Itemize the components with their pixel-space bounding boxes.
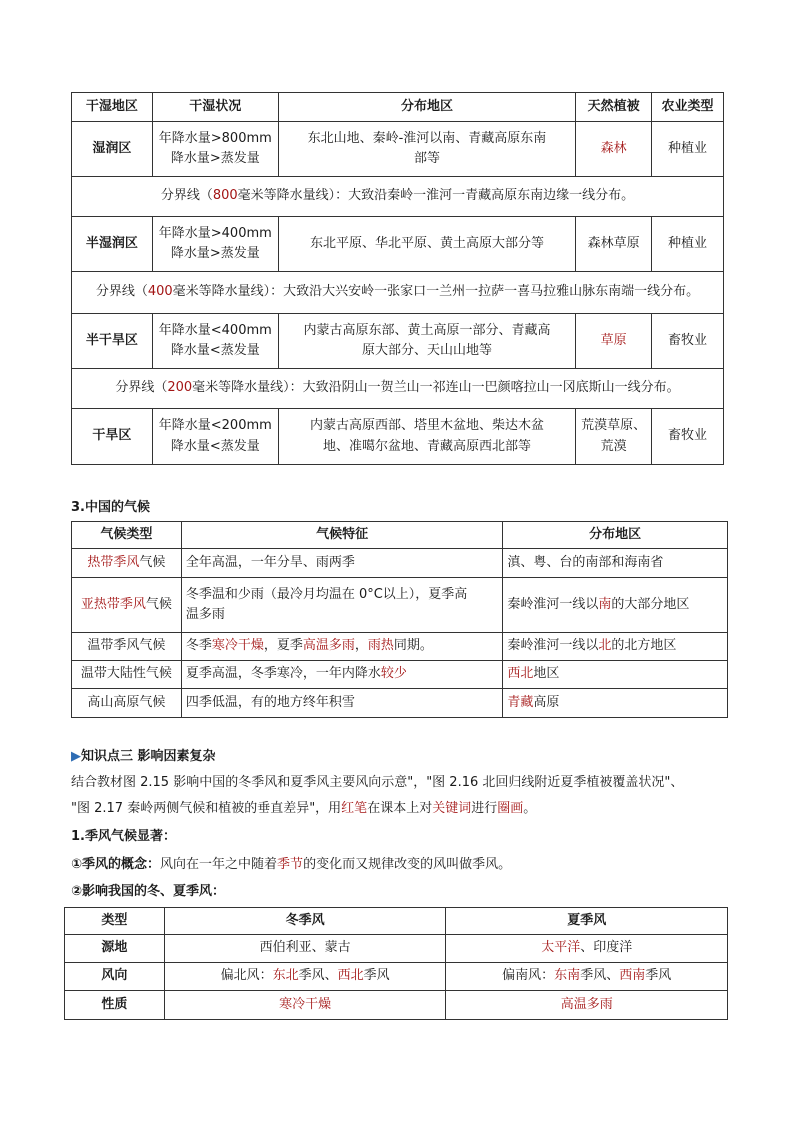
text: ， (354, 638, 368, 654)
feature-cell (181, 633, 503, 661)
agriculture-cell: 种植业 (652, 217, 724, 272)
divider-text: 分界线（ (115, 380, 168, 396)
divider-row (72, 369, 724, 409)
winter-cell: 西伯利亚、蒙古 (164, 935, 446, 963)
summer-cell (446, 963, 728, 991)
highlight-text: 亚热带季风 (80, 596, 146, 612)
divider-number: 200 (167, 380, 193, 396)
highlight-text: 热带季风 (87, 554, 140, 570)
header-cell: 天然植被 (576, 93, 652, 122)
subsection-heading: 1.季风气候显著： (71, 829, 176, 844)
dry-wet-regions-table (71, 92, 724, 465)
table-row (72, 661, 728, 689)
header-cell: 干湿状况 (152, 93, 278, 122)
condition-cell (152, 314, 278, 369)
area-cell (503, 633, 728, 661)
divider-text: 毫米等降水量线）：大致沿大兴安岭一张家口一兰州一拉萨一喜马拉雅山脉东南端一线分布。 (172, 284, 700, 300)
triangle-marker-icon: ▶ (71, 749, 81, 764)
area-cell (503, 578, 728, 633)
divider-cell (72, 177, 724, 217)
feature-cell: 四季低温，有的地方终年积雪 (181, 689, 503, 718)
feature-line: 冬季温和少雨（最冷月均温在 0°C以上），夏季高 (185, 586, 468, 602)
intro-line-1: 结合教材图 2.15 影响中国的冬季风和夏季风主要风向示意"，"图 2.16 北回归线附近夏季植被覆盖状况"、 (71, 775, 684, 790)
area-cell (503, 689, 728, 718)
text: 高原 (533, 694, 560, 710)
highlight-text: 东南 (554, 968, 581, 984)
distribution-cell (278, 314, 575, 369)
highlight-text: 青藏 (507, 694, 534, 710)
feature-cell (181, 661, 503, 689)
condition-cell (152, 409, 278, 465)
highlight-text: 西南 (619, 968, 646, 984)
region-cell: 湿润区 (72, 122, 153, 177)
text: 秦岭淮河一线以 (507, 596, 599, 612)
winter-cell: 寒冷干燥 (164, 991, 446, 1020)
divider-text: 分界线（ (160, 188, 213, 204)
text: 冬季 (185, 638, 212, 654)
table-row (72, 409, 724, 465)
divider-number: 800 (212, 188, 238, 204)
vegetation-cell: 草原 (576, 314, 652, 369)
text: 夏季高温，冬季寒冷，一年内降水 (185, 666, 381, 682)
header-cell: 干湿地区 (72, 93, 153, 122)
agriculture-cell: 畜牧业 (652, 409, 724, 465)
divider-row (72, 272, 724, 314)
table-row (72, 689, 728, 718)
area-cell (503, 661, 728, 689)
table-row (72, 578, 728, 633)
feature-cell: 全年高温，一年分旱、雨两季 (181, 549, 503, 578)
row-label-cell: 性质 (65, 991, 165, 1020)
header-cell: 夏季风 (446, 908, 728, 935)
highlight-text: 雨热 (367, 638, 394, 654)
feature-cell (181, 578, 503, 633)
vegetation-cell: 森林 (576, 122, 652, 177)
climate-type-cell: 高山高原气候 (72, 689, 182, 718)
table-row (72, 122, 724, 177)
condition-line: 降水量<蒸发量 (170, 343, 260, 358)
table-header-row (65, 908, 728, 935)
table-row (72, 549, 728, 578)
monsoon-concept-line (71, 853, 511, 872)
distribution-line: 内蒙古高原西部、塔里木盆地、柴达木盆 (309, 418, 544, 434)
highlight-text: 西北 (337, 968, 364, 984)
region-cell: 半干旱区 (72, 314, 153, 369)
condition-line: 年降水量<400mm (158, 322, 272, 338)
text: 季风、 (580, 968, 620, 984)
text: 。 (523, 801, 537, 816)
circled-number-icon: ② (71, 884, 83, 899)
row-label-cell: 风向 (65, 963, 165, 991)
highlight-text: 太平洋 (541, 940, 581, 956)
climate-type-cell: 温带大陆性气候 (72, 661, 182, 689)
highlight-text: 关键词 (432, 801, 472, 816)
text: 气候 (139, 554, 166, 570)
distribution-cell: 东北平原、华北平原、黄土高原大部分等 (278, 217, 575, 272)
text: ，夏季 (263, 638, 303, 654)
text: 风向在一年之中随着 (160, 857, 278, 872)
text: 季风 (645, 968, 672, 984)
vegetation-cell: 森林草原 (576, 217, 652, 272)
distribution-line: 地、准噶尔盆地、青藏高原西北部等 (322, 438, 531, 454)
text: 、印度洋 (580, 940, 633, 956)
table-row (72, 314, 724, 369)
highlight-text: 高温多雨 (302, 638, 355, 654)
vegetation-cell (576, 409, 652, 465)
divider-cell (72, 369, 724, 409)
concept-label: 影响我国的冬、夏季风： (82, 884, 226, 899)
region-cell: 半湿润区 (72, 217, 153, 272)
highlight-text: 季节 (277, 857, 304, 872)
highlight-text: 红笔 (341, 801, 368, 816)
table-row (72, 633, 728, 661)
header-cell: 类型 (65, 908, 165, 935)
condition-line: 年降水量>400mm (158, 225, 272, 241)
agriculture-cell: 种植业 (652, 122, 724, 177)
condition-cell (152, 217, 278, 272)
text: 偏南风： (502, 968, 555, 984)
header-cell: 气候类型 (72, 522, 182, 549)
row-label-cell: 源地 (65, 935, 165, 963)
text: 的大部分地区 (611, 596, 690, 612)
text: 季风 (363, 968, 390, 984)
circled-number-icon: ① (71, 857, 83, 872)
condition-line: 降水量>蒸发量 (170, 151, 260, 166)
section-heading: 3.中国的气候 (71, 500, 150, 515)
condition-line: 年降水量<200mm (158, 418, 272, 434)
divider-text: 毫米等降水量线）：大致沿秦岭一淮河一青藏高原东南边缘一线分布。 (237, 188, 635, 204)
text: 季风、 (298, 968, 338, 984)
climate-types-table (71, 521, 728, 718)
divider-text: 毫米等降水量线）：大致沿阴山一贺兰山一祁连山一巴颜喀拉山一冈底斯山一线分布。 (192, 380, 680, 396)
highlight-text: 东北 (272, 968, 299, 984)
header-cell: 冬季风 (164, 908, 446, 935)
concept-label: 季风的概念： (82, 857, 161, 872)
divider-row (72, 177, 724, 217)
vegetation-line: 荒漠草原、 (581, 418, 647, 434)
header-cell: 气候特征 (181, 522, 503, 549)
condition-line: 年降水量>800mm (158, 130, 272, 146)
text: 秦岭淮河一线以 (507, 638, 599, 654)
divider-number: 400 (147, 284, 173, 300)
table-row (65, 935, 728, 963)
text: 的变化而又规律改变的风叫做季风。 (303, 857, 512, 872)
table-row (72, 217, 724, 272)
divider-text: 分界线（ (95, 284, 148, 300)
summer-cell (446, 935, 728, 963)
condition-line: 降水量<蒸发量 (170, 438, 260, 454)
distribution-line: 部等 (413, 151, 440, 166)
header-cell: 分布地区 (278, 93, 575, 122)
climate-type-cell (72, 549, 182, 578)
agriculture-cell: 畜牧业 (652, 314, 724, 369)
text: 进行 (471, 801, 498, 816)
text: 同期。 (393, 638, 433, 654)
text: "图 2.17 秦岭两侧气候和植被的垂直差异"，用 (71, 801, 342, 816)
divider-cell (72, 272, 724, 314)
table-header-row (72, 93, 724, 122)
climate-type-cell: 温带季风气候 (72, 633, 182, 661)
highlight-text: 西北 (507, 666, 534, 682)
winter-cell (164, 963, 446, 991)
distribution-cell (278, 409, 575, 465)
distribution-line: 内蒙古高原东部、黄土高原一部分、青藏高 (303, 322, 551, 338)
highlight-text: 圈画 (497, 801, 524, 816)
monsoon-influence-line (71, 880, 225, 899)
highlight-text: 较少 (380, 666, 407, 682)
distribution-line: 东北山地、秦岭-淮河以南、青藏高原东南 (307, 130, 547, 146)
highlight-text: 北 (598, 638, 612, 654)
vegetation-line: 荒漠 (600, 438, 627, 454)
table-row (65, 991, 728, 1020)
monsoon-table (64, 907, 728, 1020)
text: 的北方地区 (611, 638, 677, 654)
condition-cell (152, 122, 278, 177)
feature-line: 温多雨 (185, 607, 225, 622)
text: 地区 (533, 666, 560, 682)
distribution-line: 原大部分、天山山地等 (361, 343, 492, 358)
condition-line: 降水量>蒸发量 (170, 246, 260, 261)
knowledge-point-title: 知识点三 影响因素复杂 (81, 749, 216, 764)
region-cell: 干旱区 (72, 409, 153, 465)
text: 在课本上对 (367, 801, 433, 816)
header-cell: 分布地区 (503, 522, 728, 549)
table-row (65, 963, 728, 991)
summer-cell: 高温多雨 (446, 991, 728, 1020)
highlight-text: 寒冷干燥 (211, 638, 264, 654)
text: 气候 (145, 596, 172, 612)
text: 偏北风： (220, 968, 273, 984)
distribution-cell (278, 122, 575, 177)
area-cell: 滇、粤、台的南部和海南省 (503, 549, 728, 578)
table-header-row (72, 522, 728, 549)
intro-line-2 (71, 797, 536, 816)
header-cell: 农业类型 (652, 93, 724, 122)
climate-type-cell (72, 578, 182, 633)
knowledge-point-heading (71, 745, 216, 764)
highlight-text: 南 (598, 596, 612, 612)
